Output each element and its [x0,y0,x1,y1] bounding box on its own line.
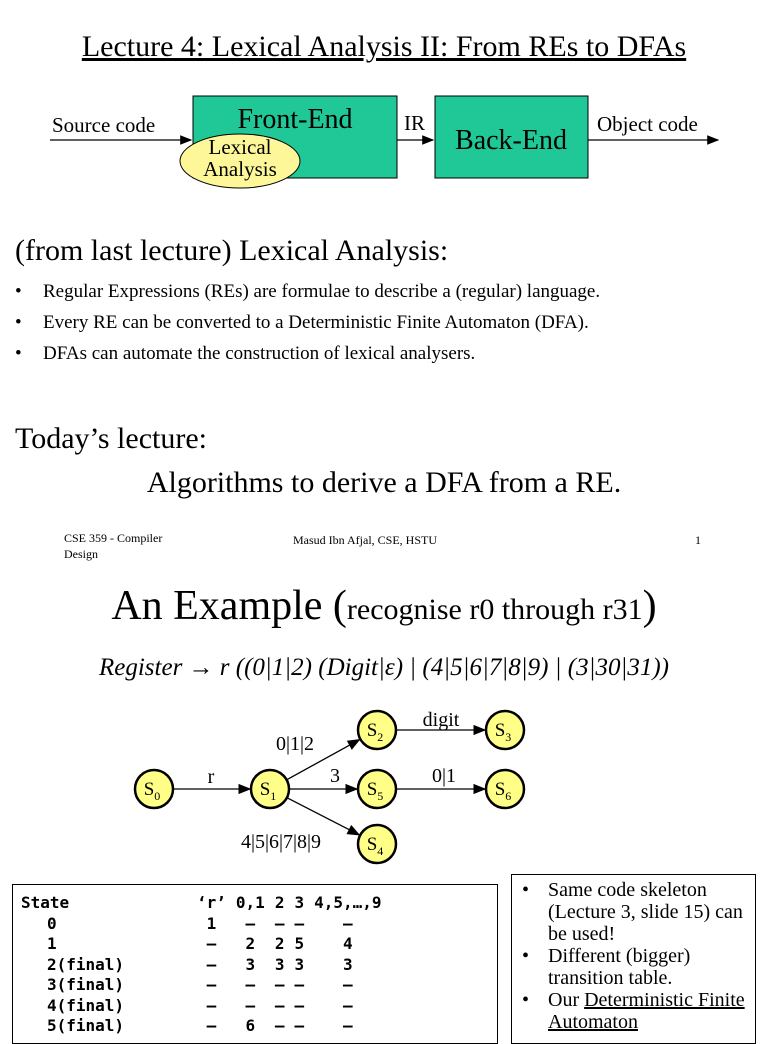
table-cell: 0 [47,913,57,933]
table-row [21,996,392,1017]
state-letter: S [259,779,271,800]
table-cell: – [342,975,353,994]
table-row [21,975,392,996]
footer-author: Masud Ibn Afjal, CSE, HSTU [293,533,437,547]
source-code-label: Source code [52,113,156,137]
lexical-analysis-heading: (from last lecture) Lexical Analysis: [15,234,449,267]
dfa-edge-label: digit [422,709,460,731]
note-item: • Different (bigger) transition table. [512,945,755,989]
table-cell: 5(final) [47,1016,125,1035]
table-row [21,955,392,976]
state-subscript: 5 [377,789,384,803]
today-heading: Today’s lecture: [15,422,207,455]
table-cell: – [342,1016,353,1035]
table-header: State [21,893,70,912]
table-cell: – [245,975,256,994]
table-row [21,1016,392,1037]
state-subscript: 4 [377,844,384,858]
table-row [21,914,392,935]
dfa-diagram [100,700,560,870]
title-part-3: ) [642,583,657,629]
register-regex: Register → r ((0|1|2) (Digit|ε) | (4|5|6|7|8|9) | (3|30|31)) [98,654,669,681]
today-text: Algorithms to derive a DFA from a RE. [146,466,622,499]
state-subscript: 0 [154,789,161,803]
dfa-edge-label: 0|1|2 [275,733,315,755]
table-cell: – [274,995,285,1015]
lexical-label: Lexical [208,135,272,159]
back-end-label: Back-End [455,125,567,156]
table-cell: – [206,934,217,953]
state-subscript: 2 [377,730,384,744]
transition-table-box [12,884,498,1044]
footer-course [64,530,162,562]
table-cell: 4 [342,934,353,953]
footer-page-number: 1 [695,533,701,547]
table-cell: 3 [245,954,256,974]
state-subscript: 6 [505,789,512,803]
state-letter: S [143,779,155,800]
state-letter: S [494,779,506,800]
table-row [21,934,392,955]
bullet-item: • Regular Expressions (REs) are formulae to describe a (regular) language. [15,276,760,307]
state-letter: S [366,779,378,800]
table-cell: 5 [294,934,305,953]
table-header: 4,5,…,9 [314,893,382,912]
table-header: ‘r’ [197,893,226,912]
table-cell: 2(final) [47,954,125,974]
bullet-item: • DFAs can automate the construction of lexical analysers. [15,338,760,369]
title-part-2: recognise r0 through r31 [346,593,643,626]
compiler-pipeline-diagram [0,88,768,198]
table-cell: – [206,995,217,1015]
table-cell: 6 [245,1016,256,1035]
table-cell: 1 [47,934,57,953]
dfa-edge-label: 3 [330,765,340,787]
table-cell: – [342,913,353,933]
bullet-item: • Every RE can be converted to a Deterministic Finite Automaton (DFA). [15,307,760,338]
table-cell: 2 [274,934,285,953]
footer-course-line2: Design [64,547,98,561]
title-part-1: An Example ( [111,583,347,629]
slide2-title [0,582,768,630]
note-item: • Same code skeleton (Lecture 3, slide 15) can be used! [512,879,755,945]
state-subscript: 1 [270,789,277,803]
state-letter: S [366,720,378,741]
table-cell: – [274,913,285,933]
table-cell: 3(final) [47,975,125,994]
table-cell: – [294,913,305,933]
analysis-label: Analysis [203,157,277,181]
footer-course-line1: CSE 359 - Compiler [64,531,163,545]
table-cell: 4(final) [47,995,125,1015]
front-end-label: Front-End [237,104,353,135]
table-header: 0,1 [235,893,265,912]
table-cell: – [274,975,285,994]
table-cell: – [206,954,217,974]
ir-label: IR [404,111,425,135]
table-cell: 2 [245,934,256,953]
slide1-title: Lecture 4: Lexical Analysis II: From REs to DFAs [81,30,687,63]
state-letter: S [494,720,506,741]
object-code-label: Object code [597,112,698,136]
table-cell: – [294,975,305,994]
table-cell: 1 [206,913,217,933]
dfa-edge-s1-s4 [287,798,359,835]
notes-box [511,874,756,1044]
notes-list [512,879,755,1033]
table-cell: – [294,1016,305,1035]
table-cell: – [206,1016,217,1035]
table-cell: – [206,975,217,994]
table-cell: – [245,913,256,933]
dfa-underlined-term: Deterministic Finite Automaton [548,989,745,1033]
table-cell: – [294,995,305,1015]
note-item [512,989,755,1033]
table-header-row [21,893,392,914]
table-cell: – [342,995,353,1015]
state-subscript: 3 [505,730,512,744]
table-cell: – [274,1016,285,1035]
state-letter: S [366,834,378,855]
transition-table [21,893,392,1037]
table-cell: 3 [342,954,353,974]
note-prefix: Our [548,989,585,1011]
dfa-edge-label: 4|5|6|7|8|9 [240,831,322,853]
table-cell: – [245,995,256,1015]
table-cell: 3 [294,954,305,974]
dfa-edge-label: 0|1 [431,765,457,787]
dfa-edge-label: r [207,766,215,788]
table-cell: 3 [274,954,285,974]
table-header: 3 [294,893,305,912]
table-header: 2 [274,893,285,912]
bullet-list [15,276,760,369]
